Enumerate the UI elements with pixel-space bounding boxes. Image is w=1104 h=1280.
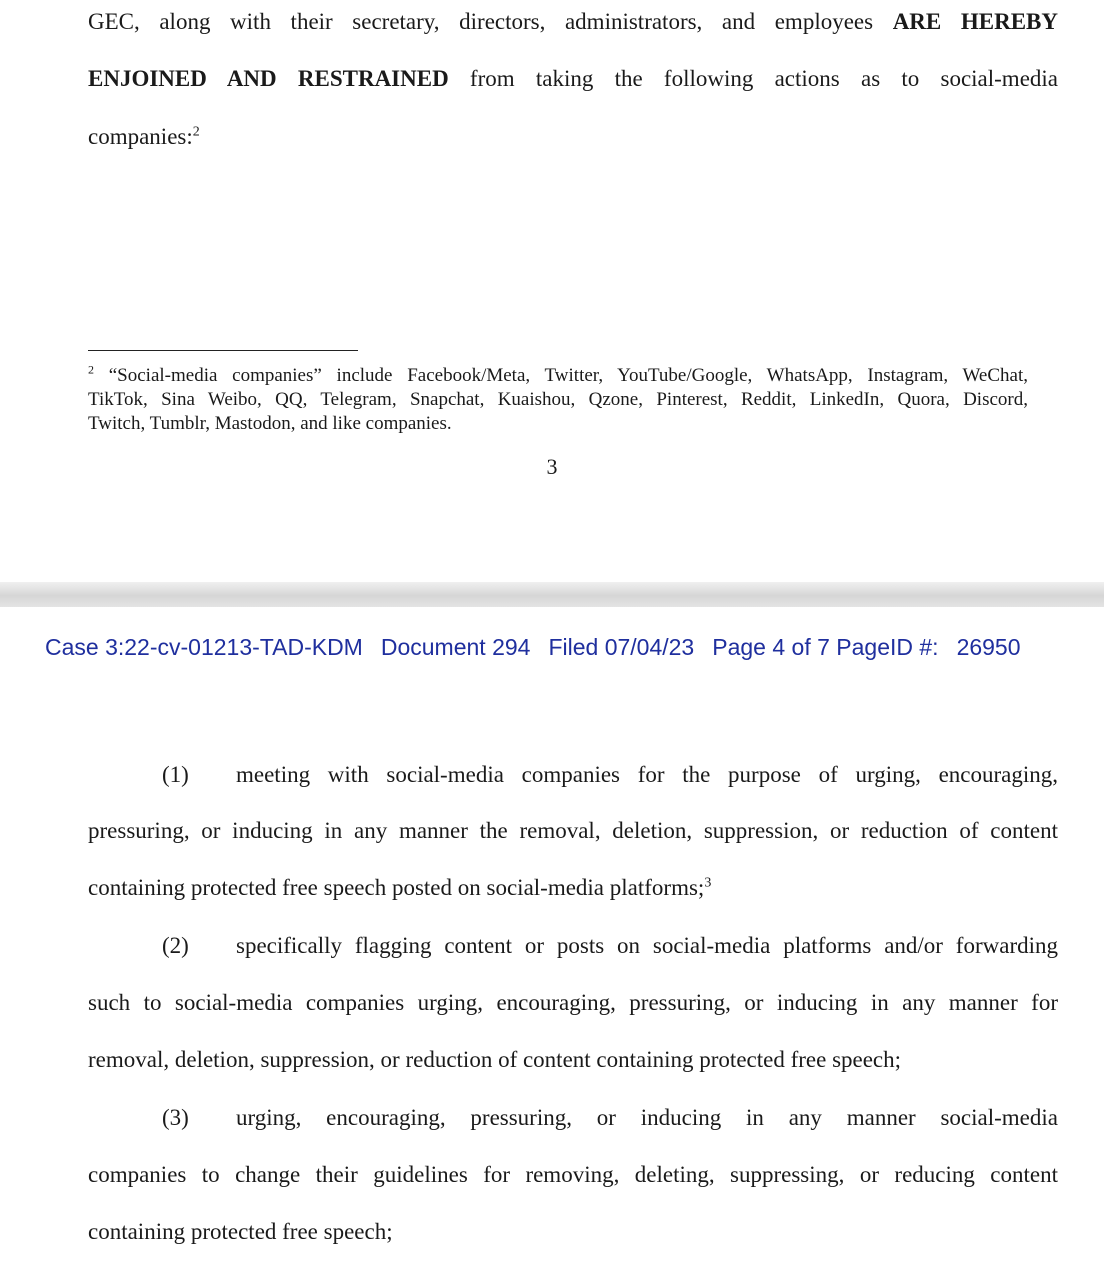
list-item-line: removal, deletion, suppression, or reduction of content containing protected free speech;	[88, 1047, 902, 1072]
document-page-3	[0, 0, 1104, 582]
footnote-marker: 2	[88, 362, 94, 377]
case-header-stamp	[45, 632, 1021, 662]
order-text: GEC, along with their secretary, directors, administrators, and employees	[88, 9, 893, 34]
order-text-line	[88, 64, 1058, 94]
case-number: Case 3:22-cv-01213-TAD-KDM	[45, 634, 363, 660]
list-item-text: specifically flagging content or posts on social-media platforms and/or forwarding	[236, 933, 1058, 958]
list-item-number: (1)	[162, 762, 189, 787]
footnote-reference: 3	[704, 875, 712, 891]
list-item-number: (2)	[162, 933, 189, 958]
list-item-line: companies to change their guidelines for removing, deleting, suppressing, or reducing content	[88, 1162, 1058, 1187]
filed-date: Filed 07/04/23	[548, 634, 695, 660]
order-text-bold: ARE HEREBY	[892, 9, 1058, 34]
list-item-line: pressuring, or inducing in any manner the removal, deletion, suppression, or reduction of content	[88, 818, 1058, 843]
list-item-1-first-line	[88, 760, 1058, 790]
list-item-text: containing protected free speech posted on social-media platforms;	[88, 875, 705, 900]
order-text-line	[88, 122, 1058, 152]
footnote-separator	[88, 350, 358, 351]
footnote-text: “Social-media companies” include Facebook/Meta, Twitter, YouTube/Google, WhatsApp, Instagram, WeChat,	[108, 365, 1029, 386]
order-text: from taking the following actions as to social-media	[448, 66, 1059, 91]
order-text: companies:	[88, 124, 193, 149]
footnote-line	[88, 364, 1028, 387]
list-item-line	[88, 873, 1058, 903]
page-info: Page 4 of 7 PageID #:	[712, 634, 939, 660]
list-item-line: such to social-media companies urging, encouraging, pressuring, or inducing in any manner for	[88, 990, 1058, 1015]
footnote-line: Twitch, Tumblr, Mastodon, and like companies.	[88, 413, 452, 434]
order-text-bold: ENJOINED AND RESTRAINED	[88, 66, 449, 91]
footnote-line: TikTok, Sina Weibo, QQ, Telegram, Snapchat, Kuaishou, Qzone, Pinterest, Reddit, LinkedIn, Quora, Discord,	[88, 389, 1028, 410]
page-id: 26950	[956, 634, 1021, 660]
list-item-number: (3)	[162, 1105, 189, 1130]
list-item-line: containing protected free speech;	[88, 1219, 393, 1244]
document-number: Document 294	[380, 634, 531, 660]
list-item-2-first-line	[88, 931, 1058, 961]
page-separator	[0, 582, 1104, 607]
page-number: 3	[546, 454, 558, 479]
list-item-text: meeting with social-media companies for the purpose of urging, encouraging,	[236, 762, 1058, 787]
list-item-text: urging, encouraging, pressuring, or inducing in any manner social-media	[236, 1105, 1058, 1130]
footnote-reference: 2	[192, 124, 200, 140]
list-item-3-first-line	[88, 1103, 1058, 1133]
order-text-line	[88, 7, 1058, 37]
